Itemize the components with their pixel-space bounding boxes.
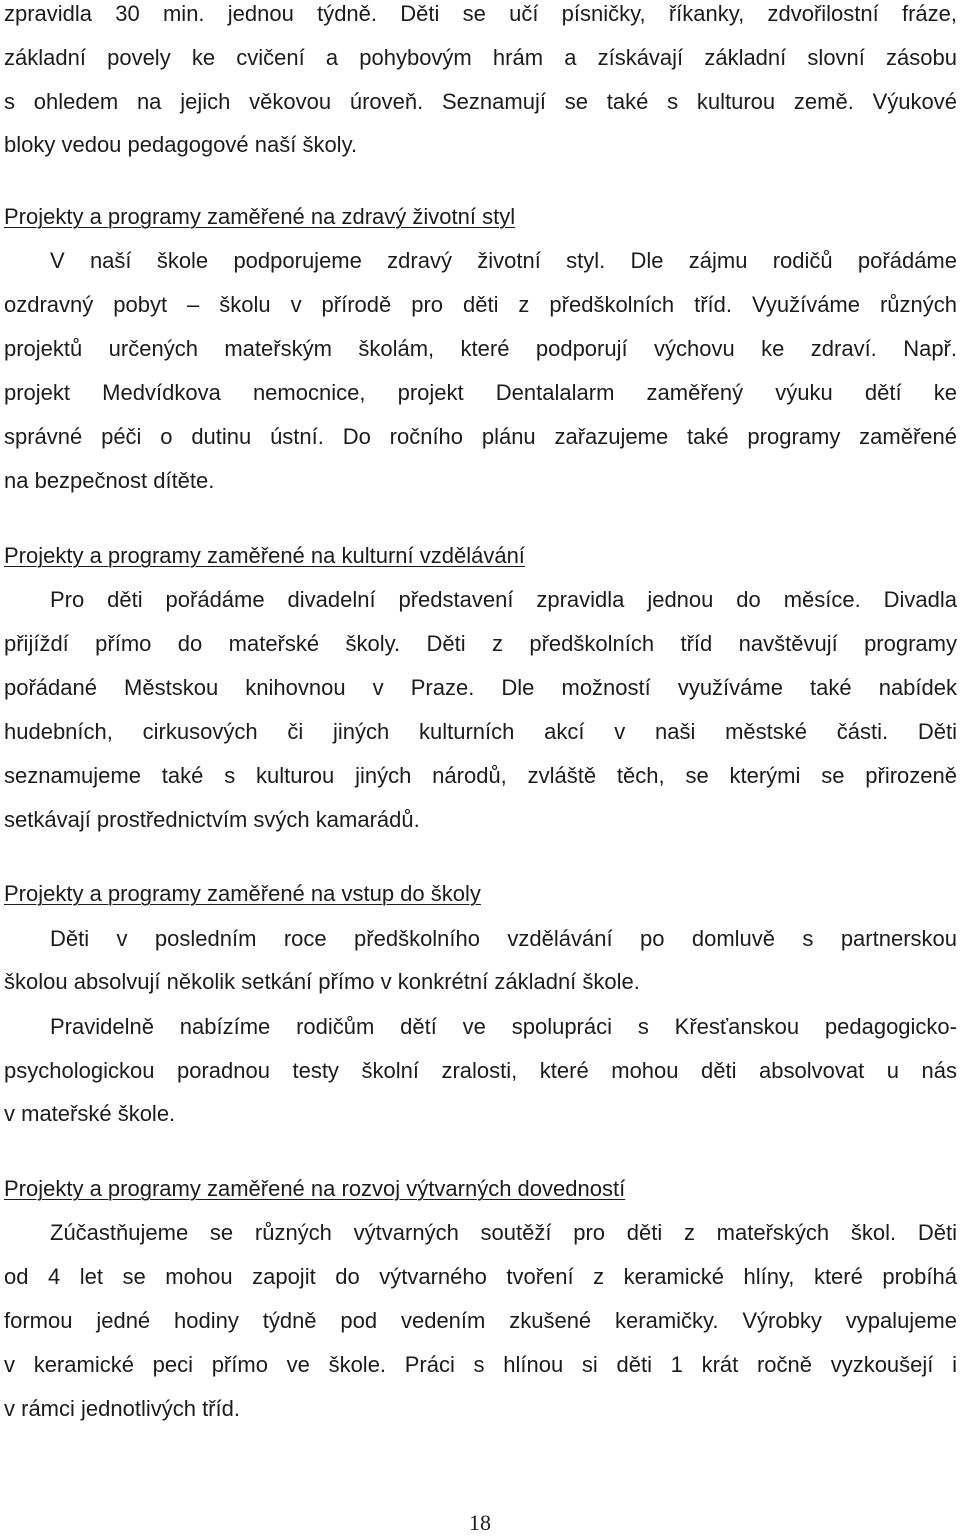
paragraph-line: V naší škole podporujeme zdravý životní styl. Dle zájmu rodičů pořádáme	[50, 248, 957, 273]
paragraph-line: Zúčastňujeme se různých výtvarných soutěží pro děti z mateřských škol. Děti	[50, 1220, 957, 1245]
paragraph-line: přijíždí přímo do mateřské školy. Děti z předškolních tříd navštěvují programy	[4, 631, 957, 656]
paragraph-line: Pro děti pořádáme divadelní představení zpravidla jednou do měsíce. Divadla	[50, 587, 957, 612]
paragraph-line: v rámci jednotlivých tříd.	[4, 1396, 240, 1421]
paragraph-line: ozdravný pobyt – školu v přírodě pro děti z předškolních tříd. Využíváme různých	[4, 292, 957, 317]
paragraph-line: správné péči o dutinu ústní. Do ročního plánu zařazujeme také programy zaměřené	[4, 424, 957, 449]
paragraph-line: projektů určených mateřským školám, které podporují výchovu ke zdraví. Např.	[4, 336, 957, 361]
paragraph-line: základní povely ke cvičení a pohybovým hrám a získávají základní slovní zásobu	[4, 45, 957, 70]
paragraph-line: v keramické peci přímo ve škole. Práci s hlínou si děti 1 krát ročně vyzkoušejí i	[4, 1352, 957, 1377]
paragraph-line: projekt Medvídkova nemocnice, projekt Dentalalarm zaměřený výuku dětí ke	[4, 380, 957, 405]
section-heading-vstup-do-skoly: Projekty a programy zaměřené na vstup do školy	[4, 881, 481, 906]
paragraph-line: s ohledem na jejich věkovou úroveň. Seznamují se také s kulturou země. Výukové	[4, 89, 957, 114]
paragraph-line: seznamujeme také s kulturou jiných národů, zvláště těch, se kterými se přirozeně	[4, 763, 957, 788]
paragraph-line: na bezpečnost dítěte.	[4, 468, 215, 493]
section-heading-kulturni-vzdelavani: Projekty a programy zaměřené na kulturní vzdělávání	[4, 543, 525, 568]
paragraph-line: psychologickou poradnou testy školní zralosti, které mohou děti absolvovat u nás	[4, 1058, 957, 1083]
section-heading-vytvarne-dovednosti: Projekty a programy zaměřené na rozvoj výtvarných dovedností	[4, 1176, 626, 1201]
paragraph-line: hudebních, cirkusových či jiných kulturních akcí v naši městské části. Děti	[4, 719, 957, 744]
section-heading-zdravy-zivotni-styl: Projekty a programy zaměřené na zdravý životní styl	[4, 204, 516, 229]
paragraph-line: zpravidla 30 min. jednou týdně. Děti se učí písničky, říkanky, zdvořilostní fráze,	[4, 1, 957, 26]
paragraph-line: od 4 let se mohou zapojit do výtvarného tvoření z keramické hlíny, které probíhá	[4, 1264, 957, 1289]
paragraph-line: v mateřské škole.	[4, 1101, 176, 1126]
paragraph-line: školou absolvují několik setkání přímo v konkrétní základní škole.	[4, 969, 640, 994]
paragraph-line: formou jedné hodiny týdně pod vedením zkušené keramičky. Výrobky vypalujeme	[4, 1308, 957, 1333]
paragraph-line: setkávají prostřednictvím svých kamarádů.	[4, 807, 420, 832]
paragraph-line: bloky vedou pedagogové naší školy.	[4, 132, 358, 157]
paragraph-line: Děti v posledním roce předškolního vzdělávání po domluvě s partnerskou	[50, 926, 957, 951]
paragraph-line: pořádané Městskou knihovnou v Praze. Dle možností využíváme také nabídek	[4, 675, 957, 700]
paragraph-line: Pravidelně nabízíme rodičům dětí ve spolupráci s Křesťanskou pedagogicko-	[50, 1014, 957, 1039]
page-number: 18	[469, 1510, 491, 1535]
